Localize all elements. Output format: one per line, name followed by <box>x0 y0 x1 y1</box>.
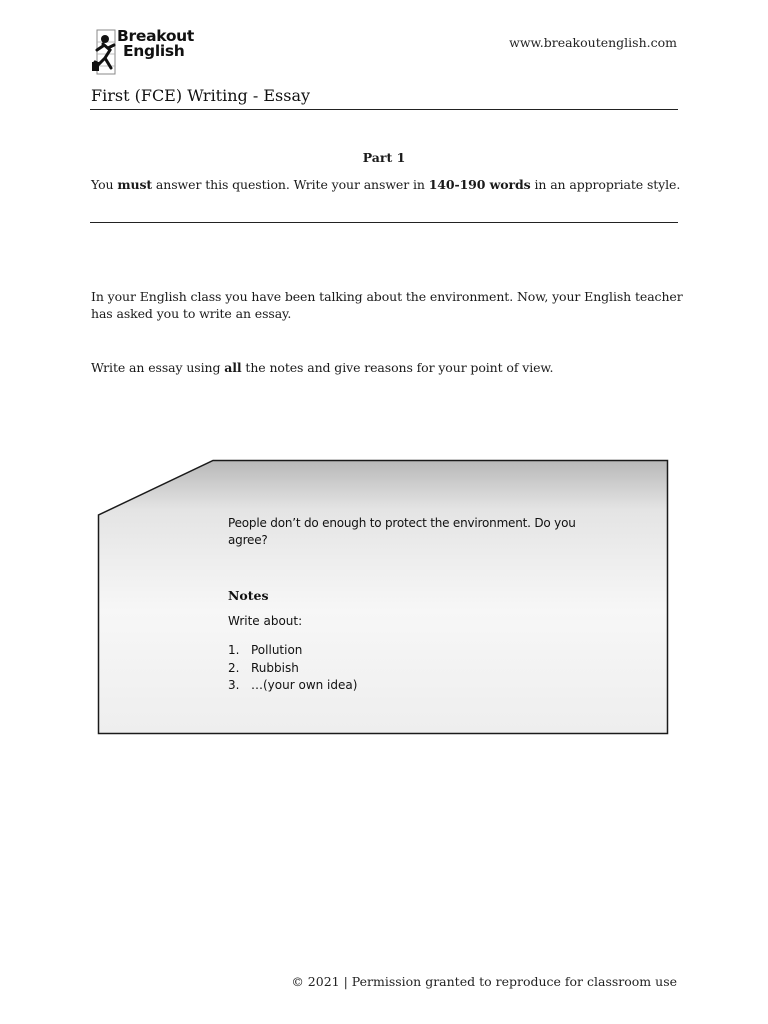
header-divider <box>90 109 678 110</box>
context-paragraph: In your English class you have been talking about the environment. Now, your English teacher has asked you to write an essay. <box>91 289 683 321</box>
website-url[interactable]: www.breakoutenglish.com <box>509 35 677 50</box>
copyright-footer: © 2021 | Permission granted to reproduce for classroom use <box>291 974 677 989</box>
list-item: 3. …(your own idea) <box>228 678 358 692</box>
instruction-divider <box>90 222 678 223</box>
list-item: 2. Rubbish <box>228 660 299 675</box>
write-about-label: Write about: <box>228 614 303 628</box>
runner-icon <box>91 28 117 78</box>
part-label: Part 1 <box>362 150 406 165</box>
list-item: 1. Pollution <box>228 643 303 657</box>
logo-line2: English <box>123 42 185 60</box>
breakout-english-logo <box>91 26 209 78</box>
essay-question: People don’t do enough to protect the environment. Do you agree? <box>228 516 576 547</box>
notes-list <box>228 642 588 695</box>
document-title: First (FCE) Writing - Essay <box>91 86 311 105</box>
logo-line1: Breakout <box>117 27 195 45</box>
notes-heading: Notes <box>228 588 269 603</box>
task-paragraph: Write an essay using all the notes and give reasons for your point of view. <box>91 360 554 375</box>
part-instruction: You must answer this question. Write your answer in 140-190 words in an appropriate style. <box>91 177 681 192</box>
